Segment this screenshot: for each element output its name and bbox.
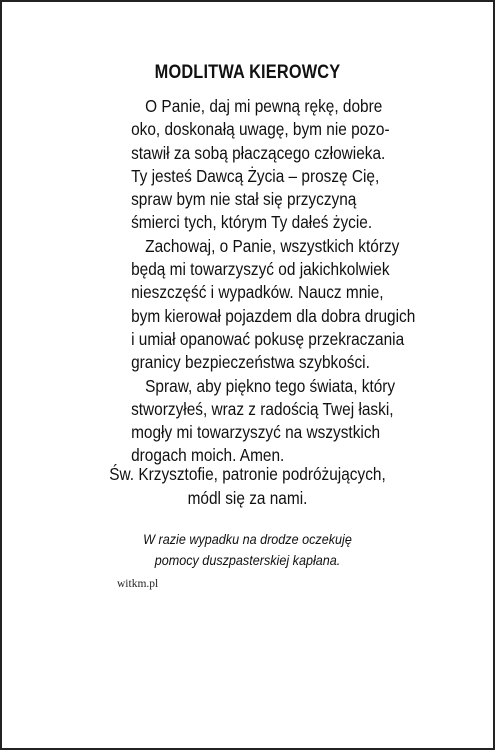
prayer-line: O Panie, daj mi pewną rękę, dobre	[145, 96, 383, 116]
prayer-line: Spraw, aby piękno tego świata, który	[145, 375, 396, 396]
prayer-line: granicy bezpieczeństwa szybkości.	[131, 352, 370, 373]
prayer-line: mogły mi towarzyszyć na wszystkich	[131, 422, 381, 443]
prayer-paragraph-2	[117, 235, 416, 375]
prayer-line: śmierci tych, którym Ty dałeś życie.	[131, 212, 373, 233]
prayer-line: stworzyłeś, wraz z radością Twej łaski,	[131, 398, 394, 419]
prayer-line: bym kierował pojazdem dla dobra drugich	[131, 305, 416, 326]
prayer-title: MODLITWA KIEROWCY	[154, 62, 341, 83]
prayer-line: oko, doskonałą uwagę, bym nie pozo-	[131, 119, 390, 140]
prayer-paragraph-3	[117, 375, 396, 468]
source-label: witkm.pl	[117, 578, 159, 590]
prayer-line: będą mi towarzyszyć od jakichkolwiek	[131, 259, 390, 280]
prayer-line: i umiał opanować pokusę przekraczania	[131, 328, 405, 349]
emergency-note	[27, 529, 469, 571]
invocation	[31, 462, 463, 510]
prayer-paragraph-1	[117, 95, 390, 235]
prayer-body	[117, 95, 416, 468]
prayer-line: spraw bym nie stał się przyczyną	[131, 189, 357, 210]
prayer-line: Ty jesteś Dawcą Życia – proszę Cię,	[131, 165, 380, 186]
prayer-line: drogach moich. Amen.	[131, 445, 285, 466]
invocation-line-2: módl się za nami.	[187, 488, 308, 508]
prayer-line: stawił za sobą płaczącego człowieka.	[131, 142, 386, 163]
note-line-1: W razie wypadku na drodze oczekuję	[143, 531, 352, 547]
prayer-line: nieszczęść i wypadków. Naucz mnie,	[131, 282, 384, 303]
note-line-2: pomocy duszpasterskiej kapłana.	[154, 552, 341, 568]
prayer-line: Zachowaj, o Panie, wszystkich którzy	[145, 235, 400, 256]
invocation-line-1: Św. Krzysztofie, patronie podróżujących,	[109, 464, 386, 484]
